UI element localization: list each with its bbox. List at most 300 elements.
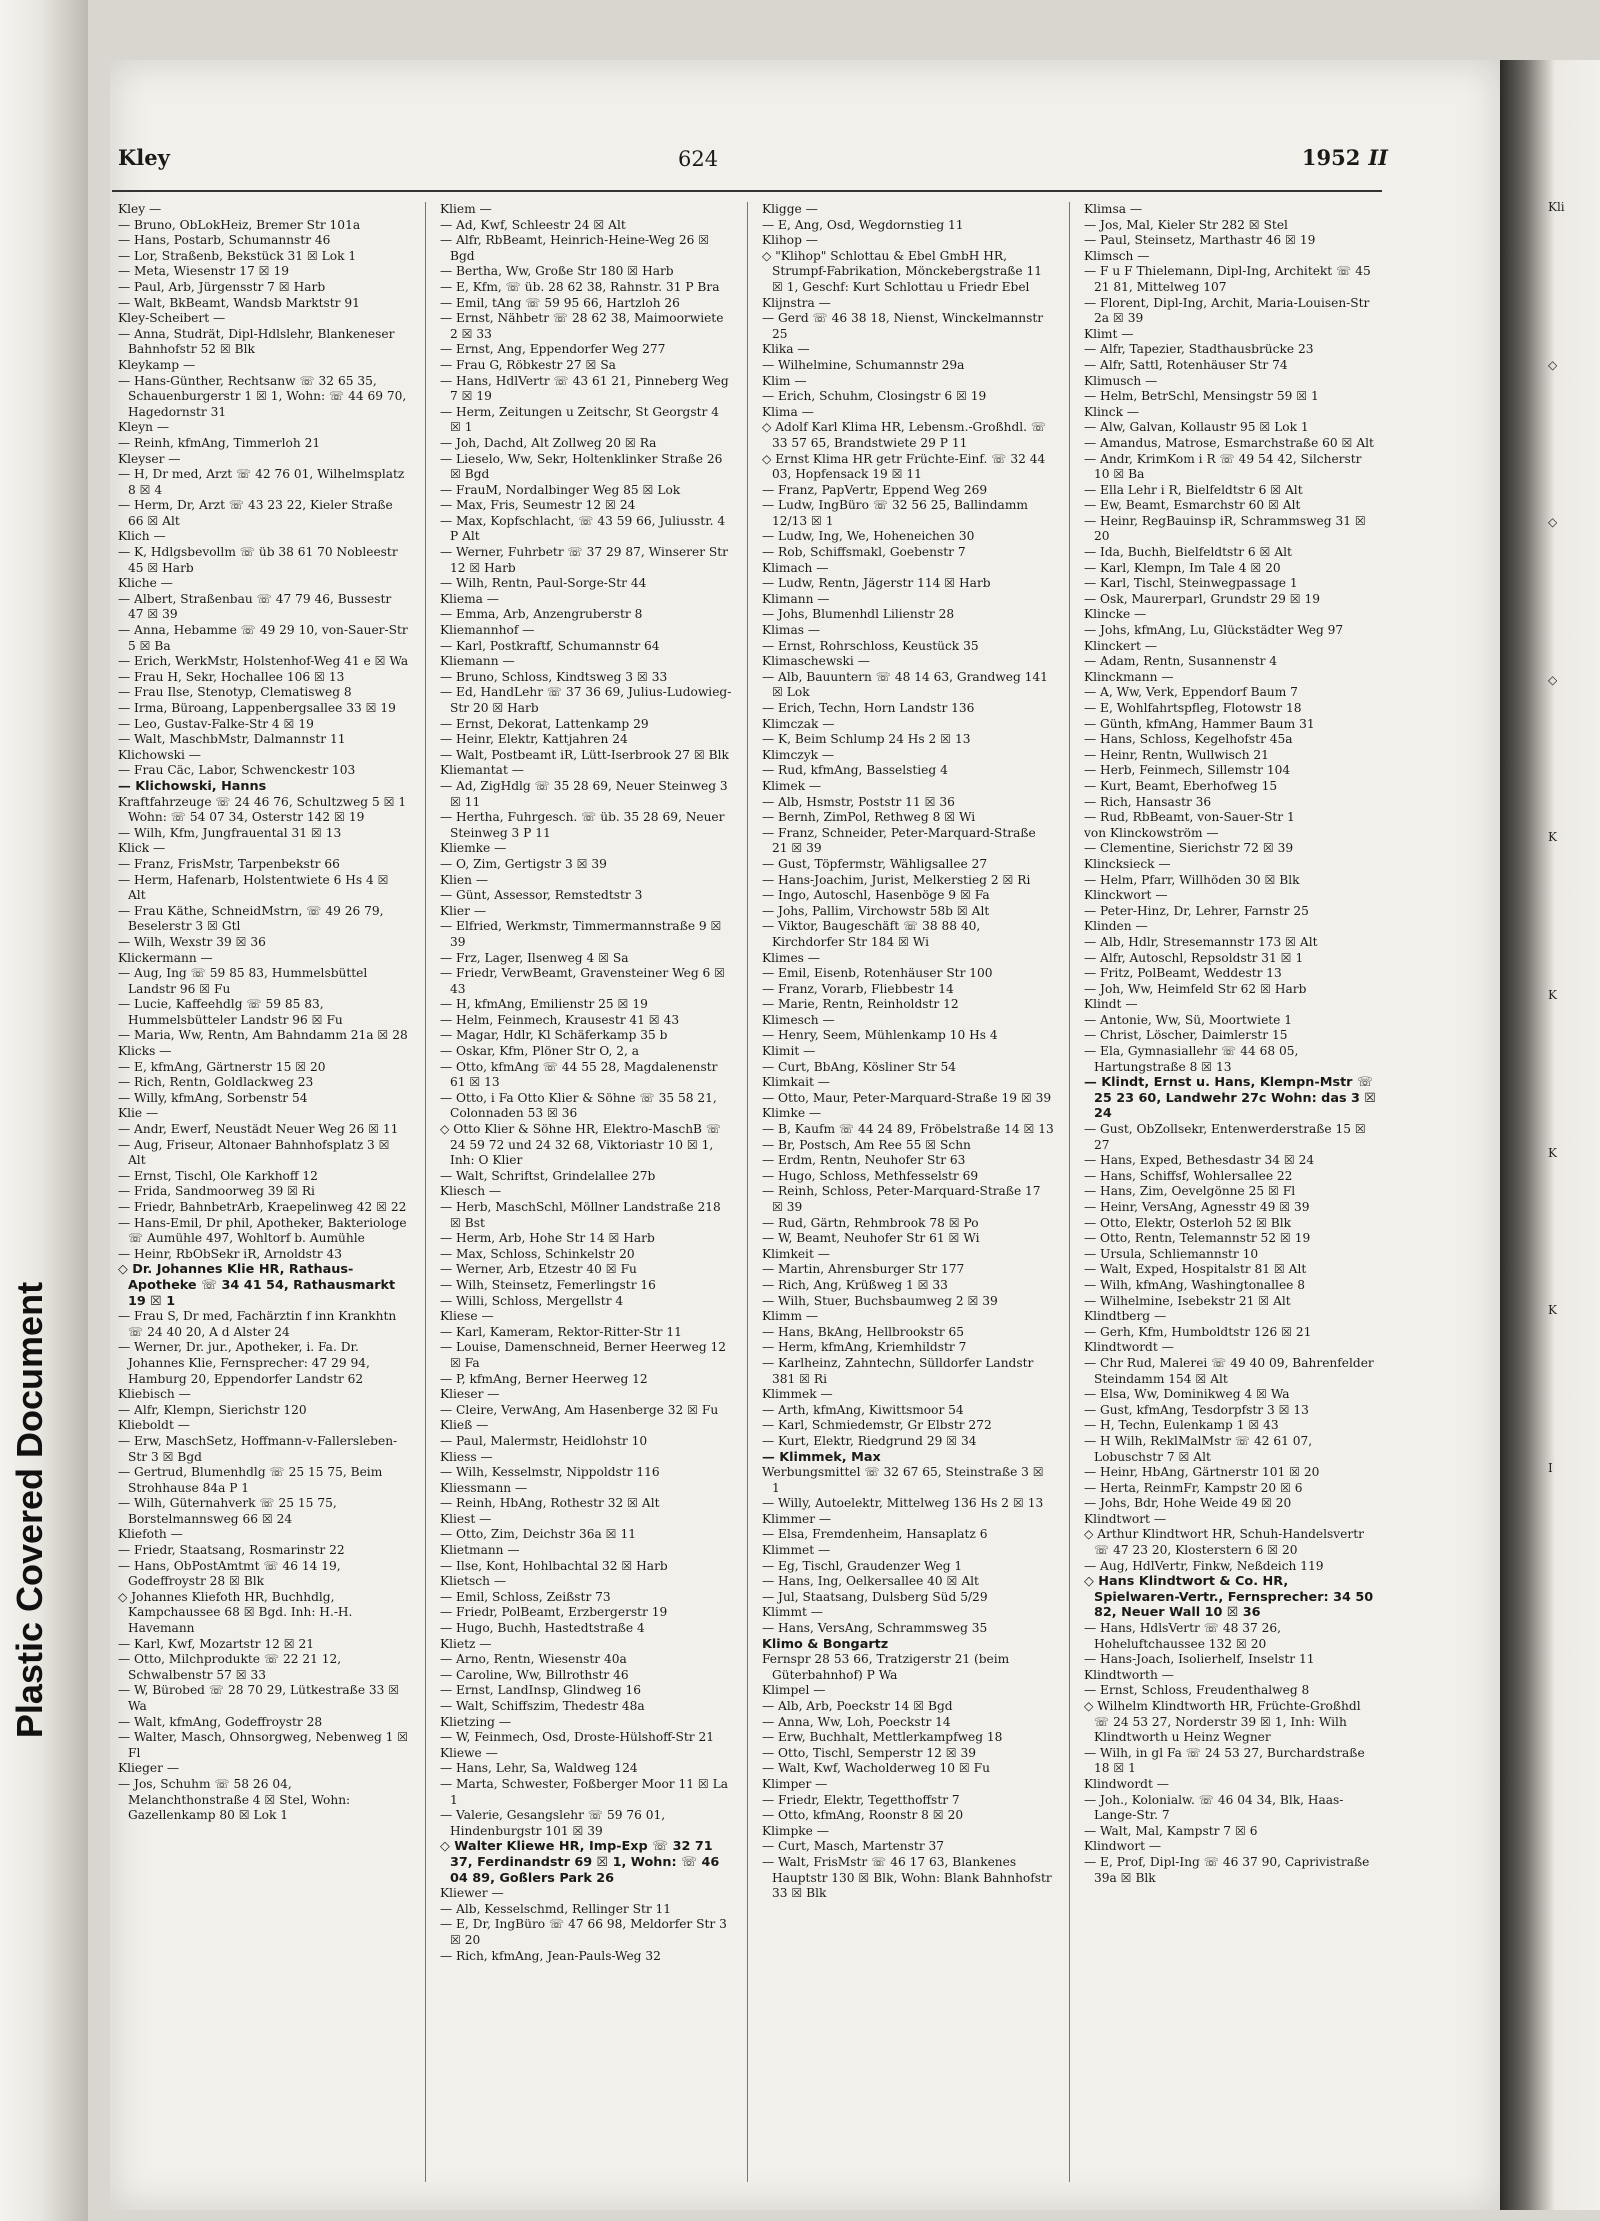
directory-entry: — Franz, PapVertr, Eppend Weg 269	[762, 482, 988, 497]
directory-entry: Klietz —	[440, 1636, 492, 1651]
directory-entry: — Walt, MaschbMstr, Dalmannstr 11	[118, 732, 346, 747]
directory-entry: — Otto, kfmAng, Roonstr 8 ☒ 20	[762, 1808, 964, 1823]
directory-entry: — Friedr, Staatsang, Rosmarinstr 22	[118, 1543, 345, 1558]
directory-entry: — Gertrud, Blumenhdlg ☏ 25 15 75, Beim Strohhause 84a P 1	[118, 1465, 383, 1495]
directory-entry: — Ernst, Ang, Eppendorfer Weg 277	[440, 342, 666, 357]
directory-entry: — Wilh, Wexstr 39 ☒ 36	[118, 934, 266, 949]
directory-entry: — Otto, Zim, Deichstr 36a ☒ 11	[440, 1527, 636, 1542]
directory-entry: — Arth, kfmAng, Kiwittsmoor 54	[762, 1402, 964, 1417]
directory-entry: ◇ Adolf Karl Klima HR, Lebensm.-Großhdl. ☏ 33 57 65, Brandstwiete 29 P 11	[762, 420, 1047, 450]
directory-entry: — Werner, Dr. jur., Apotheker, i. Fa. Dr. Johannes Klie, Fernsprecher: 47 29 94, Hamburg 20, Eppendorfer Landstr 62	[118, 1340, 370, 1386]
directory-entry: — Erw, Buchhalt, Mettlerkampfweg 18	[762, 1730, 1003, 1745]
directory-entry: — Helm, BetrSchl, Mensingstr 59 ☒ 1	[1084, 389, 1319, 404]
directory-entry: — Karl, Klempn, Im Tale 4 ☒ 20	[1084, 560, 1281, 575]
directory-entry: — Walt, Kwf, Wacholderweg 10 ☒ Fu	[762, 1761, 990, 1776]
directory-entry: — Lucie, Kaffeehdlg ☏ 59 85 83, Hummelsbütteler Landstr 96 ☒ Fu	[118, 997, 343, 1027]
directory-entry: ◇ "Klihop" Schlottau & Ebel GmbH HR, Strumpf-Fabrikation, Mönckebergstraße 11 ☒ 1, Geschf: Kurt Schlottau u Friedr Ebel	[762, 248, 1042, 294]
directory-entry: Klietmann —	[440, 1543, 520, 1558]
directory-entry: Klimpel —	[762, 1683, 826, 1698]
directory-entry: — Hans, ObPostAmtmt ☏ 46 14 19, Godeffroystr 28 ☒ Blk	[118, 1558, 341, 1589]
directory-entry: — Maria, Ww, Rentn, Am Bahndamm 21a ☒ 28	[118, 1028, 408, 1043]
directory-entry: — Ernst, Dekorat, Lattenkamp 29	[440, 716, 649, 731]
directory-entry: — Reinh, HbAng, Rothestr 32 ☒ Alt	[440, 1496, 660, 1511]
directory-entry: Kliemantat —	[440, 763, 524, 778]
page-number: 624	[678, 147, 719, 171]
directory-entry: — Frau Käthe, SchneidMstrn, ☏ 49 26 79, Beselerstr 3 ☒ Gtl	[118, 903, 384, 934]
directory-entry: — Hugo, Buchh, Hastedtstraße 4	[440, 1621, 645, 1636]
directory-entry: — Erich, Techn, Horn Landstr 136	[762, 701, 975, 715]
directory-entry: — Wilh, in gl Fa ☏ 24 53 27, Burchardstraße 18 ☒ 1	[1084, 1745, 1365, 1776]
directory-entry: Klimit —	[762, 1044, 816, 1059]
edge-fragment: I	[1548, 1460, 1553, 1475]
header-year: 1952	[1301, 145, 1361, 170]
directory-entry: Klimas —	[762, 623, 821, 638]
directory-entry: Kliest —	[440, 1511, 492, 1526]
directory-entry: von Klinckowström —	[1084, 825, 1219, 840]
directory-entry: — Louise, Damenschneid, Berner Heerweg 12 ☒ Fa	[440, 1340, 727, 1370]
directory-entry: — Franz, Schneider, Peter-Marquard-Straße 21 ☒ 39	[762, 825, 1036, 856]
directory-entry: Kleyn —	[118, 420, 170, 435]
directory-entry: — Clementine, Sierichstr 72 ☒ 39	[1084, 841, 1294, 856]
directory-entry: — Paul, Arb, Jürgensstr 7 ☒ Harb	[118, 279, 326, 294]
directory-entry: Kliessmann —	[440, 1480, 528, 1495]
directory-entry: — Rich, Ang, Krüßweg 1 ☒ 33	[762, 1277, 948, 1292]
directory-entry: — Günth, kfmAng, Hammer Baum 31	[1084, 716, 1315, 731]
directory-entry: Kleyser —	[118, 451, 181, 466]
directory-entry: Klimsch —	[1084, 248, 1150, 263]
directory-entry: — Rud, RbBeamt, von-Sauer-Str 1	[1084, 810, 1295, 825]
directory-entry: Klimke —	[762, 1106, 822, 1121]
directory-entry: — Lieselo, Ww, Sekr, Holtenklinker Straße 26 ☒ Bgd	[440, 451, 723, 482]
directory-entry: — Max, Kopfschlacht, ☏ 43 59 66, Juliusstr. 4 P Alt	[440, 513, 726, 544]
directory-entry: — Ella Lehr i R, Bielfeldtstr 6 ☒ Alt	[1084, 482, 1303, 497]
directory-entry: — Alfr, Autoschl, Repsoldstr 31 ☒ 1	[1084, 950, 1304, 965]
scan-margin	[0, 0, 88, 2221]
directory-entry: — Aug, Ing ☏ 59 85 83, Hummelsbüttel Landstr 96 ☒ Fu	[118, 966, 368, 996]
directory-entry: — Alb, Kesselschmd, Rellinger Str 11	[440, 1901, 672, 1916]
directory-entry: — Bernh, ZimPol, Rethweg 8 ☒ Wi	[762, 810, 976, 825]
directory-entry: Klimt —	[1084, 326, 1134, 341]
directory-entry: — Heinr, Elektr, Kattjahren 24	[440, 732, 628, 747]
directory-entry: — Gerh, Kfm, Humboldtstr 126 ☒ 21	[1084, 1324, 1312, 1339]
directory-entry: — Ida, Buchh, Bielfeldtstr 6 ☒ Alt	[1084, 545, 1292, 560]
directory-entry: — Frida, Sandmoorweg 39 ☒ Ri	[118, 1184, 315, 1199]
side-label: Plastic Covered Document	[9, 1281, 50, 1739]
directory-entry: Klimm —	[762, 1309, 819, 1324]
directory-entry: — Osk, Maurerparl, Grundstr 29 ☒ 19	[1084, 591, 1321, 606]
directory-entry: — Magar, Hdlr, Kl Schäferkamp 35 b	[440, 1028, 668, 1043]
directory-entry: Klieger —	[118, 1761, 180, 1776]
directory-entry: — Walt, Mal, Kampstr 7 ☒ 6	[1084, 1823, 1258, 1838]
directory-entry: Klincke —	[1084, 607, 1147, 622]
directory-entry: — Walt, Postbeamt iR, Lütt-Iserbrook 27 ☒ Blk	[440, 747, 729, 762]
directory-entry: — Ad, ZigHdlg ☏ 35 28 69, Neuer Steinweg 3 ☒ 11	[440, 778, 728, 809]
directory-entry: Klindtwort —	[1084, 1511, 1167, 1526]
directory-entry: — Hans-Joachim, Jurist, Melkerstieg 2 ☒ Ri	[762, 872, 1031, 887]
directory-entry: — Walt, Schiffszim, Thedestr 48a	[440, 1699, 645, 1713]
directory-entry: ◇ Ernst Klima HR getr Früchte-Einf. ☏ 32 44 03, Hopfensack 19 ☒ 11	[762, 451, 1046, 482]
directory-entry: Kliewer —	[440, 1886, 504, 1901]
directory-entry: Kliema —	[440, 591, 499, 606]
directory-entry: Werbungsmittel ☏ 32 67 65, Steinstraße 3 ☒ 1	[762, 1465, 1044, 1495]
directory-entry: Klimper —	[762, 1776, 828, 1791]
directory-entry: Kliemannhof —	[440, 623, 535, 638]
directory-entry: — Johs, Pallim, Virchowstr 58b ☒ Alt	[762, 903, 990, 918]
directory-entry: — Wilh, Rentn, Paul-Sorge-Str 44	[440, 576, 647, 591]
directory-entry: — Heinr, HbAng, Gärtnerstr 101 ☒ 20	[1084, 1465, 1320, 1480]
directory-entry: — Frau Cäc, Labor, Schwenckestr 103	[118, 763, 356, 778]
directory-entry: — Werner, Fuhrbetr ☏ 37 29 87, Winserer Str 12 ☒ Harb	[440, 545, 728, 575]
directory-entry: ◇ Johannes Kliefoth HR, Buchhdlg, Kampchaussee 68 ☒ Bgd. Inh: H.-H. Havemann	[118, 1589, 353, 1636]
directory-entry: — Gerd ☏ 46 38 18, Nienst, Winckelmannstr 25	[762, 311, 1044, 341]
directory-entry: — Erich, Schuhm, Closingstr 6 ☒ 19	[762, 389, 987, 404]
directory-entry: Klimusch —	[1084, 373, 1158, 388]
directory-entry: — Hans, VersAng, Schrammsweg 35	[762, 1621, 988, 1636]
directory-entry: Klimmt —	[762, 1605, 823, 1620]
directory-entry: Klimann —	[762, 591, 830, 606]
directory-entry: Klindt —	[1084, 997, 1138, 1012]
directory-entry: ◇ Arthur Klindtwort HR, Schuh-Handelsvertr ☏ 47 23 20, Klosterstern 6 ☒ 20	[1084, 1527, 1364, 1558]
directory-entry: — E, kfmAng, Gärtnerstr 15 ☒ 20	[118, 1059, 326, 1074]
directory-entry: Fernspr 28 53 66, Tratzigerstr 21 (beim Güterbahnhof) P Wa	[762, 1652, 1010, 1682]
directory-entry: — Alb, Hsmstr, Poststr 11 ☒ 36	[762, 794, 955, 809]
header-rule	[112, 190, 1382, 192]
directory-entry: — Joh, Ww, Heimfeld Str 62 ☒ Harb	[1084, 981, 1307, 996]
directory-entry: — Johs, kfmAng, Lu, Glückstädter Weg 97	[1084, 623, 1344, 638]
directory-entry: — Franz, FrisMstr, Tarpenbekstr 66	[118, 856, 340, 871]
directory-entry-bold: — Klimmek, Max	[762, 1449, 881, 1465]
directory-entry: — Johs, Blumenhdl Lilienstr 28	[762, 607, 955, 622]
directory-entry: — Amandus, Matrose, Esmarchstraße 60 ☒ Alt	[1084, 435, 1374, 450]
directory-entry: — Friedr, PolBeamt, Erzbergerstr 19	[440, 1605, 668, 1620]
directory-entry: — Henry, Seem, Mühlenkamp 10 Hs 4	[762, 1028, 998, 1043]
directory-entry: — H Wilh, ReklMalMstr ☏ 42 61 07, Lobuschstr 7 ☒ Alt	[1084, 1433, 1313, 1464]
directory-entry-bold: — Klindt, Ernst u. Hans, Klempn-Mstr ☏ 25 23 60, Landwehr 27c Wohn: das 3 ☒ 24	[1084, 1075, 1376, 1122]
directory-entry: — Karlheinz, Zahntechn, Sülldorfer Landstr 381 ☒ Ri	[762, 1355, 1034, 1386]
directory-entry: Klimmet —	[762, 1543, 831, 1558]
directory-entry: Klimmer —	[762, 1511, 832, 1526]
directory-entry: — Gust, Töpfermstr, Wähligsallee 27	[762, 856, 988, 871]
directory-entry: — Hans, Exped, Bethesdastr 34 ☒ 24	[1084, 1153, 1315, 1168]
directory-entry: — H, kfmAng, Emilienstr 25 ☒ 19	[440, 997, 648, 1012]
directory-entry: — Reinh, Schloss, Peter-Marquard-Straße 17 ☒ 39	[762, 1184, 1041, 1214]
directory-entry: — Alb, Bauuntern ☏ 48 14 63, Grandweg 141 ☒ Lok	[762, 669, 1048, 700]
header-keyword: Kley	[118, 145, 170, 170]
directory-entry-bold: — Klichowski, Hanns	[118, 778, 267, 794]
directory-entry: — Willi, Schloss, Mergellstr 4	[440, 1293, 624, 1308]
directory-entry: Klinck —	[1084, 404, 1140, 419]
directory-entry: — Walter, Masch, Ohnsorgweg, Nebenweg 1 ☒ Fl	[118, 1730, 409, 1760]
directory-entry: — O, Zim, Gertigstr 3 ☒ 39	[440, 856, 607, 871]
directory-entry: — Bruno, Schloss, Kindtsweg 3 ☒ 33	[440, 669, 668, 684]
directory-entry: — Frau Ilse, Stenotyp, Clematisweg 8	[118, 685, 352, 700]
directory-entry: — Florent, Dipl-Ing, Archit, Maria-Louisen-Str 2a ☒ 39	[1084, 295, 1370, 326]
directory-entry: — Rud, kfmAng, Basselstieg 4	[762, 763, 948, 778]
directory-entry: — Friedr, VerwBeamt, Gravensteiner Weg 6 ☒ 43	[440, 966, 726, 996]
column-divider	[747, 202, 748, 2182]
directory-entry: Klietzing —	[440, 1714, 512, 1729]
directory-entry: Klieboldt —	[118, 1418, 190, 1433]
directory-entry: Klimsa —	[1084, 202, 1143, 216]
header-year-section	[1302, 145, 1388, 170]
directory-entry: — Wilh, Güternahverk ☏ 25 15 75, Borstelmannsweg 66 ☒ 24	[118, 1496, 337, 1526]
directory-entry: Kliess —	[440, 1449, 493, 1464]
directory-entry: — Irma, Büroang, Lappenbergsallee 33 ☒ 19	[118, 701, 396, 715]
directory-entry: — Andr, Ewerf, Neustädt Neuer Weg 26 ☒ 11	[118, 1122, 399, 1137]
column-divider	[1069, 202, 1070, 2182]
directory-entry: — Ernst, Rohrschloss, Keustück 35	[762, 638, 979, 653]
directory-entry: Klimmek —	[762, 1387, 833, 1402]
directory-entry: — Wilh, Kesselmstr, Nippoldstr 116	[440, 1465, 660, 1480]
directory-entry: — Rob, Schiffsmakl, Goebenstr 7	[762, 545, 966, 560]
directory-entry: Klimaschewski —	[762, 654, 870, 669]
directory-entry: — Heinr, Rentn, Wullwisch 21	[1084, 747, 1269, 762]
directory-entry: — Frau G, Röbkestr 27 ☒ Sa	[440, 357, 616, 372]
directory-entry: Klima —	[762, 404, 814, 419]
directory-entry: Klimes —	[762, 950, 820, 965]
directory-entry: Klie —	[118, 1106, 159, 1121]
directory-entry: Klijnstra —	[762, 295, 831, 310]
directory-entry: — Adam, Rentn, Susannenstr 4	[1084, 654, 1278, 669]
directory-entry: — Herm, Hafenarb, Holstentwiete 6 Hs 4 ☒ Alt	[118, 872, 389, 903]
directory-entry: Klinckert —	[1084, 638, 1157, 653]
directory-entry: — Hans-Emil, Dr phil, Apotheker, Bakteriologe ☏ Aumühle 497, Wohltorf b. Aumühle	[118, 1215, 407, 1246]
directory-entry: Kliebisch —	[118, 1387, 191, 1402]
directory-entry: Klimpke —	[762, 1823, 829, 1838]
directory-entry: — Jos, Mal, Kieler Str 282 ☒ Stel	[1084, 217, 1288, 232]
directory-entry: — Bruno, ObLokHeiz, Bremer Str 101a	[118, 217, 361, 232]
header-section: II	[1368, 145, 1388, 170]
directory-entry: — B, Kaufm ☏ 44 24 89, Fröbelstraße 14 ☒ 13	[762, 1122, 1054, 1137]
directory-entry: Klim —	[762, 373, 807, 388]
directory-entry: — Ludw, IngBüro ☏ 32 56 25, Ballindamm 12/13 ☒ 1	[762, 498, 1028, 528]
directory-entry: ◇ Wilhelm Klindtworth HR, Früchte-Großhdl ☏ 24 53 27, Norderstr 39 ☒ 1, Inh: Wilh Klindtworth u Heinz Wegner	[1084, 1699, 1361, 1745]
directory-entry: — Rud, Gärtn, Rehmbrook 78 ☒ Po	[762, 1215, 979, 1230]
directory-entry: — Martin, Ahrensburger Str 177	[762, 1262, 965, 1277]
directory-entry: Kliefoth —	[118, 1527, 183, 1542]
directory-entry: — Fritz, PolBeamt, Weddestr 13	[1084, 966, 1282, 981]
directory-entry: — Reinh, kfmAng, Timmerloh 21	[118, 435, 321, 450]
directory-entry: Kley-Scheibert —	[118, 311, 226, 326]
directory-entry: — Kurt, Beamt, Eberhofweg 15	[1084, 778, 1278, 793]
directory-entry: — Rich, Rentn, Goldlackweg 23	[118, 1075, 314, 1090]
directory-entry: — Otto, Rentn, Telemannstr 52 ☒ 19	[1084, 1231, 1311, 1246]
directory-entry: — Willy, kfmAng, Sorbenstr 54	[118, 1090, 308, 1105]
directory-entry: — Paul, Steinsetz, Marthastr 46 ☒ 19	[1084, 233, 1316, 248]
directory-entry: — Wilh, Stuer, Buchsbaumweg 2 ☒ 39	[762, 1293, 998, 1308]
directory-entry: — Hans, Zim, Oevelgönne 25 ☒ Fl	[1084, 1184, 1296, 1199]
directory-entry: — Meta, Wiesenstr 17 ☒ 19	[118, 264, 289, 279]
directory-entry: Klimesch —	[762, 1012, 835, 1027]
directory-entry: — Frz, Lager, Ilsenweg 4 ☒ Sa	[440, 950, 629, 965]
directory-entry: Klihop —	[762, 233, 818, 248]
directory-entry: — Walt, kfmAng, Godeffroystr 28	[118, 1714, 323, 1729]
directory-entry: Klimczak —	[762, 716, 835, 731]
directory-entry: — Marie, Rentn, Reinholdstr 12	[762, 997, 959, 1012]
directory-entry: — Herta, ReinmFr, Kampstr 20 ☒ 6	[1084, 1480, 1303, 1495]
directory-entry: Klien —	[440, 872, 489, 887]
directory-entry: Klich —	[118, 529, 166, 544]
directory-entry: Klimek —	[762, 778, 822, 793]
directory-entry: Kraftfahrzeuge ☏ 24 46 76, Schultzweg 5 ☒ 1 Wohn: ☏ 54 07 34, Osterstr 142 ☒ 19	[118, 794, 407, 825]
directory-entry: Klimach —	[762, 560, 829, 575]
edge-fragment: K	[1548, 1145, 1557, 1160]
directory-entry-bold: ◇ Dr. Johannes Klie HR, Rathaus-Apotheke ☏ 34 41 54, Rathausmarkt 19 ☒ 1	[118, 1262, 396, 1309]
page-header	[118, 145, 1388, 185]
directory-entry: — Viktor, Baugeschäft ☏ 38 88 40, Kirchdorfer Str 184 ☒ Wi	[762, 919, 981, 949]
directory-entry: — Herb, Feinmech, Sillemstr 104	[1084, 763, 1291, 778]
column-2	[440, 202, 732, 2182]
directory-entry: Klick —	[118, 841, 166, 856]
directory-entry: — Kurt, Elektr, Riedgrund 29 ☒ 34	[762, 1433, 977, 1448]
directory-entry: — Alw, Galvan, Kollaustr 95 ☒ Lok 1	[1084, 420, 1309, 435]
directory-entry: — Herb, MaschSchl, Möllner Landstraße 218 ☒ Bst	[440, 1200, 721, 1230]
directory-entry: — Jul, Staatsang, Dulsberg Süd 5/29	[762, 1589, 988, 1604]
directory-entry: — E, Dr, IngBüro ☏ 47 66 98, Meldorfer Str 3 ☒ 20	[440, 1917, 727, 1947]
directory-entry: — Aug, HdlVertr, Finkw, Neßdeich 119	[1084, 1558, 1324, 1573]
directory-entry: — Paul, Malermstr, Heidlohstr 10	[440, 1433, 648, 1448]
directory-entry: — K, Beim Schlump 24 Hs 2 ☒ 13	[762, 732, 971, 747]
directory-entry: — Karl, Tischl, Steinwegpassage 1	[1084, 576, 1298, 591]
directory-entry: — Emma, Arb, Anzengruberstr 8	[440, 607, 643, 622]
directory-entry: — Wilhelmine, Schumannstr 29a	[762, 357, 965, 372]
directory-entry: Klinckmann —	[1084, 669, 1174, 684]
directory-entry: — Hertha, Fuhrgesch. ☏ üb. 35 28 69, Neuer Steinweg 3 P 11	[440, 810, 725, 840]
directory-entry: Kliche —	[118, 576, 173, 591]
directory-entry: — Werner, Arb, Etzestr 40 ☒ Fu	[440, 1262, 637, 1277]
directory-entry: Klinden —	[1084, 919, 1148, 934]
directory-entry: — Elsa, Fremdenheim, Hansaplatz 6	[762, 1527, 988, 1542]
directory-entry: — Hans, HdlVertr ☏ 43 61 21, Pinneberg Weg 7 ☒ 19	[440, 373, 729, 404]
directory-entry: — Albert, Straßenbau ☏ 47 79 46, Bussestr 47 ☒ 39	[118, 591, 392, 622]
directory-entry: — Wilh, Steinsetz, Femerlingstr 16	[440, 1277, 656, 1292]
directory-entry-bold: ◇ Walter Kliewe HR, Imp-Exp ☏ 32 71 37, Ferdinandstr 69 ☒ 1, Wohn: ☏ 46 04 89, Goßlers Park 26	[440, 1839, 720, 1886]
directory-entry: — F u F Thielemann, Dipl-Ing, Architekt ☏ 45 21 81, Mittelweg 107	[1084, 264, 1371, 294]
directory-entry: — Gust, ObZollsekr, Entenwerderstraße 15 ☒ 27	[1084, 1122, 1366, 1152]
directory-entry: — Heinr, VersAng, Agnesstr 49 ☒ 39	[1084, 1200, 1310, 1214]
directory-entry: — Heinr, RegBauinsp iR, Schrammsweg 31 ☒ 20	[1084, 513, 1366, 544]
directory-entry: ◇ Otto Klier & Söhne HR, Elektro-MaschB ☏ 24 59 72 und 24 32 68, Viktoriastr 10 ☒ 1, Inh: O Klier	[440, 1122, 722, 1168]
edge-fragment: Kli	[1548, 200, 1565, 214]
directory-entry: — Caroline, Ww, Billrothstr 46	[440, 1667, 629, 1682]
directory-entry: — Ernst, Nähbetr ☏ 28 62 38, Maimoorwiete 2 ☒ 33	[440, 311, 724, 341]
directory-entry: — Ew, Beamt, Esmarchstr 60 ☒ Alt	[1084, 498, 1301, 513]
directory-entry: — Willy, Autoelektr, Mittelweg 136 Hs 2 ☒ 13	[762, 1496, 1044, 1511]
directory-entry: — Valerie, Gesangslehr ☏ 59 76 01, Hindenburgstr 101 ☒ 39	[440, 1808, 666, 1838]
directory-entry: Klindwort —	[1084, 1839, 1162, 1854]
directory-entry: — Erich, WerkMstr, Holstenhof-Weg 41 e ☒ Wa	[118, 654, 409, 669]
directory-entry: — Frau S, Dr med, Fachärztin f inn Krankhtn ☏ 24 40 20, A d Alster 24	[118, 1309, 397, 1339]
directory-entry: — Otto, Tischl, Semperstr 12 ☒ 39	[762, 1745, 977, 1760]
directory-entry: — Jos, Schuhm ☏ 58 26 04, Melanchthonstraße 4 ☒ Stel, Wohn: Gazellenkamp 80 ☒ Lok 1	[118, 1776, 351, 1823]
directory-entry: — Hans, Schiffsf, Wohlersallee 22	[1084, 1168, 1293, 1183]
directory-entry: — Curt, BbAng, Kösliner Str 54	[762, 1059, 957, 1074]
directory-entry: Kliemke —	[440, 841, 507, 856]
directory-entry: — Walt, Schriftst, Grindelallee 27b	[440, 1168, 656, 1183]
directory-entry: — Christ, Löscher, Daimlerstr 15	[1084, 1028, 1288, 1043]
directory-entry: — H, Techn, Eulenkamp 1 ☒ 43	[1084, 1418, 1279, 1433]
directory-entry: — Emil, Eisenb, Rotenhäuser Str 100	[762, 966, 993, 981]
directory-entry: — Ernst, Schloss, Freudenthalweg 8	[1084, 1683, 1310, 1698]
directory-entry: Klindwordt —	[1084, 1776, 1169, 1791]
directory-entry: Kliewe —	[440, 1745, 498, 1760]
directory-entry: — Chr Rud, Malerei ☏ 49 40 09, Bahrenfelder Steindamm 154 ☒ Alt	[1084, 1355, 1374, 1386]
directory-entry: — Ilse, Kont, Hohlbachtal 32 ☒ Harb	[440, 1558, 668, 1573]
directory-entry: — Friedr, BahnbetrArb, Kraepelinweg 42 ☒ 22	[118, 1200, 407, 1214]
directory-entry: — Hans, Lehr, Sa, Waldweg 124	[440, 1761, 638, 1776]
directory-entry: Klimczyk —	[762, 747, 835, 762]
directory-entry: — Herm, Zeitungen u Zeitschr, St Georgstr 4 ☒ 1	[440, 404, 719, 435]
column-1	[118, 202, 410, 2182]
directory-entry: — Hans-Joach, Isolierhelf, Inselstr 11	[1084, 1652, 1315, 1667]
directory-entry: Klindtberg —	[1084, 1309, 1167, 1324]
edge-fragment: K	[1548, 1303, 1557, 1318]
directory-entry: — Antonie, Ww, Sü, Moortwiete 1	[1084, 1012, 1293, 1027]
directory-entry: — Erdm, Rentn, Neuhofer Str 63	[762, 1153, 966, 1168]
directory-entry: — Herm, Arb, Hohe Str 14 ☒ Harb	[440, 1231, 655, 1246]
directory-columns	[118, 202, 1388, 2182]
directory-entry: — Joh, Dachd, Alt Zollweg 20 ☒ Ra	[440, 435, 657, 450]
edge-fragment: K	[1548, 987, 1557, 1002]
directory-entry: Klincksieck —	[1084, 856, 1171, 871]
directory-entry: — Ingo, Autoschl, Hasenböge 9 ☒ Fa	[762, 888, 990, 903]
directory-entry: — Otto, i Fa Otto Klier & Söhne ☏ 35 58 21, Colonnaden 53 ☒ 36	[440, 1090, 717, 1121]
directory-entry: — Rich, Hansastr 36	[1084, 794, 1212, 809]
directory-entry: Kligge —	[762, 202, 818, 216]
column-divider	[425, 202, 426, 2182]
directory-entry: — Karl, Kameram, Rektor-Ritter-Str 11	[440, 1324, 682, 1339]
edge-fragment: ◇	[1548, 357, 1558, 372]
edge-fragment: ◇	[1548, 672, 1558, 687]
directory-entry: Kliemann —	[440, 654, 515, 669]
directory-entry: — Ludw, Ing, We, Hoheneichen 30	[762, 529, 975, 544]
directory-entry: — Marta, Schwester, Foßberger Moor 11 ☒ La 1	[440, 1776, 729, 1807]
directory-entry: — Eg, Tischl, Graudenzer Weg 1	[762, 1558, 963, 1573]
directory-entry: — W, Bürobed ☏ 28 70 29, Lütkestraße 33 ☒ Wa	[118, 1683, 400, 1713]
directory-entry: — E, Kfm, ☏ üb. 28 62 38, Rahnstr. 31 P Bra	[440, 279, 720, 294]
column-3	[762, 202, 1054, 2182]
directory-entry: — Arno, Rentn, Wiesenstr 40a	[440, 1652, 627, 1667]
directory-entry: — P, kfmAng, Berner Heerweg 12	[440, 1371, 648, 1386]
directory-entry: — Herm, Dr, Arzt ☏ 43 23 22, Kieler Straße 66 ☒ Alt	[118, 498, 393, 528]
directory-entry: — Friedr, Elektr, Tegetthoffstr 7	[762, 1792, 960, 1807]
directory-entry: — Günt, Assessor, Remstedtstr 3	[440, 888, 643, 903]
directory-entry: — Joh., Kolonialw. ☏ 46 04 34, Blk, Haas-Lange-Str. 7	[1084, 1792, 1344, 1823]
directory-entry: — Karl, Schmiedemstr, Gr Elbstr 272	[762, 1418, 992, 1433]
directory-entry: — Emil, tAng ☏ 59 95 66, Hartzloh 26	[440, 295, 680, 310]
directory-entry: — Alfr, Sattl, Rotenhäuser Str 74	[1084, 357, 1288, 372]
directory-entry: — Br, Postsch, Am Ree 55 ☒ Schn	[762, 1137, 971, 1152]
directory-entry: — Alfr, Tapezier, Stadthausbrücke 23	[1084, 342, 1314, 357]
directory-entry: — FrauM, Nordalbinger Weg 85 ☒ Lok	[440, 482, 681, 497]
directory-entry-bold: ◇ Hans Klindtwort & Co. HR, Spielwaren-Vertr., Fernsprecher: 34 50 82, Neuer Wall 10 ☒ 36	[1084, 1574, 1374, 1621]
directory-entry: — Ad, Kwf, Schleestr 24 ☒ Alt	[440, 217, 626, 232]
directory-entry: — E, Wohlfahrtspfleg, Flotowstr 18	[1084, 701, 1302, 715]
directory-entry: — Frau H, Sekr, Hochallee 106 ☒ 13	[118, 669, 345, 684]
directory-entry: — Oskar, Kfm, Plöner Str O, 2, a	[440, 1044, 640, 1059]
directory-entry: — Erw, MaschSetz, Hoffmann-v-Fallersleben-Str 3 ☒ Bgd	[118, 1433, 398, 1464]
directory-entry: Kliese —	[440, 1309, 494, 1324]
directory-entry: Klindtworth —	[1084, 1667, 1174, 1682]
directory-entry: Klietsch —	[440, 1574, 507, 1589]
directory-entry: — W, Beamt, Neuhofer Str 61 ☒ Wi	[762, 1231, 980, 1246]
directory-entry: — Alb, Arb, Poeckstr 14 ☒ Bgd	[762, 1699, 953, 1713]
directory-entry: Kley —	[118, 202, 162, 216]
directory-entry: — Ernst, Tischl, Ole Karkhoff 12	[118, 1168, 318, 1183]
directory-entry: — W, Feinmech, Osd, Droste-Hülshoff-Str 21	[440, 1730, 714, 1745]
directory-entry: — Hans-Günther, Rechtsanw ☏ 32 65 35, Schauenburgerstr 1 ☒ 1, Wohn: ☏ 44 69 70, Hagedornstr 31	[118, 373, 407, 419]
directory-entry: Klika —	[762, 342, 810, 357]
